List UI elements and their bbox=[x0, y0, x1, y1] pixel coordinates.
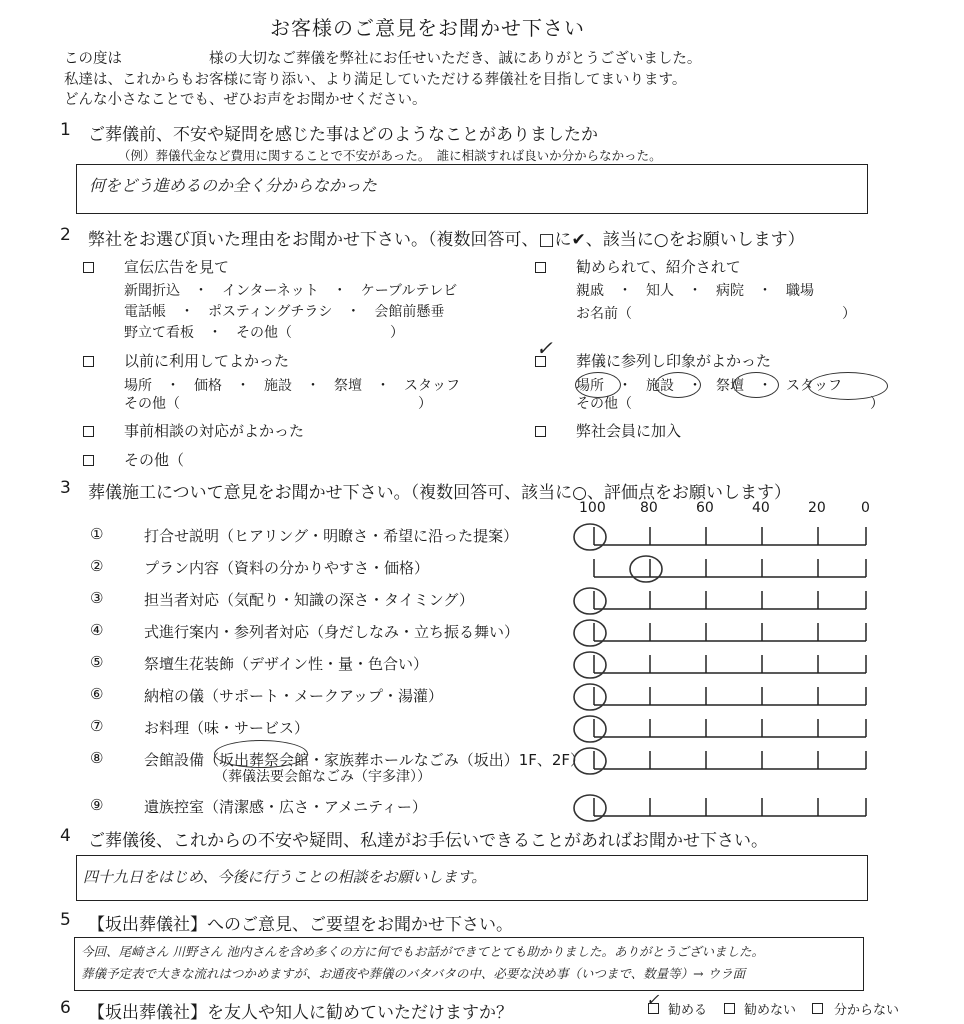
q2-referral-sub-1: 親戚 ・ 知人 ・ 病院 ・ 職場 bbox=[576, 283, 814, 299]
q6-option-not-recommend: 勧めない bbox=[744, 1003, 797, 1018]
q5-answer-box[interactable] bbox=[74, 937, 864, 991]
q5-answer-line-2: 葬儀予定表で大きな流れはつかめますが、お通夜や葬儀のバタバタの中、必要な決め事（いつまで、数量等）→ ウラ面 bbox=[81, 966, 746, 981]
q3-item-label: 遺族控室（清潔感・広さ・アメニティー） bbox=[144, 798, 427, 816]
q4-number: 4 bbox=[60, 826, 71, 846]
q5-answer-line-1: 今回、尾崎さん 川野さん 池内さんを含め多くの方に何でもお話ができてとても助かりました。ありがとうございました。 bbox=[81, 944, 764, 959]
q3-circle-sakaide-hall bbox=[214, 740, 308, 768]
q2-attended-sub-1: 場所 ・ 施設 ・ 祭壇 ・ スタッフ bbox=[576, 378, 842, 394]
q3-number: 3 bbox=[60, 478, 71, 498]
q3-item8-sub: （葬儀法要会館なごみ（宇多津）） bbox=[214, 769, 431, 785]
q2-number: 2 bbox=[60, 225, 71, 245]
q6-question: 【坂出葬儀社】を友人や知人に勧めていただけますか？ bbox=[88, 1003, 513, 1023]
q3-scale-label: 100 bbox=[579, 500, 606, 516]
q3-scale-label: 40 bbox=[752, 500, 770, 516]
q2-check-mark: ✓ bbox=[536, 336, 553, 360]
q3-score-circle bbox=[574, 795, 606, 821]
q3-item-number: ② bbox=[90, 557, 104, 575]
q1-answer: 何をどう進めるのか全く分からなかった bbox=[89, 176, 378, 195]
page-title: お客様のご意見をお聞かせ下さい bbox=[270, 16, 585, 40]
q2-prior-use-sub-2: その他（ ） bbox=[124, 396, 432, 412]
q2-option-consult: 事前相談の対応がよかった bbox=[124, 422, 305, 440]
q1-question: ご葬儀前、不安や疑問を感じた事はどのようなことがありましたか bbox=[88, 125, 598, 145]
q1-number: 1 bbox=[60, 120, 71, 140]
q2-ad-sub-2: 電話帳 ・ ポスティングチラシ ・ 会館前懸垂 bbox=[124, 304, 445, 320]
q6-check-mark: ✓ bbox=[646, 990, 660, 1009]
q3-item-label: 納棺の儀（サポート・メークアップ・湯灌） bbox=[144, 687, 443, 705]
q6-number: 6 bbox=[60, 998, 71, 1018]
q3-item-label: 祭壇生花装飾（デザイン性・量・色合い） bbox=[144, 655, 428, 673]
q3-item-label: 担当者対応（気配り・知識の深さ・タイミング） bbox=[144, 591, 474, 609]
q5-number: 5 bbox=[60, 910, 71, 930]
intro-line-2: 私達は、これからもお客様に寄り添い、より満足していただける葬儀社を目指してまいります。 bbox=[64, 72, 687, 88]
q3-item-number: ① bbox=[90, 525, 104, 543]
q2-attended-sub-2: その他（ ） bbox=[576, 396, 884, 412]
q2-question: 弊社をお選び頂いた理由をお聞かせ下さい。（複数回答可、□に✔、該当に○をお願いします） bbox=[88, 230, 805, 250]
q3-item-label: プラン内容（資料の分かりやすさ・価格） bbox=[144, 559, 430, 577]
q6-checkbox-unsure[interactable] bbox=[812, 1003, 823, 1014]
q3-item-label: 式進行案内・参列者対応（身だしなみ・立ち振る舞い） bbox=[144, 623, 520, 641]
q3-item-number: ④ bbox=[90, 621, 104, 639]
q6-option-unsure: 分からない bbox=[834, 1003, 900, 1018]
q3-scale-label: 20 bbox=[808, 500, 826, 516]
q3-item-label: お料理（味・サービス） bbox=[144, 719, 310, 737]
q4-answer-box[interactable] bbox=[76, 855, 868, 901]
q6-option-recommend: 勧める bbox=[668, 1003, 708, 1018]
q3-item-number: ③ bbox=[90, 589, 104, 607]
q4-question: ご葬儀後、これからの不安や疑問、私達がお手伝いできることがあればお聞かせ下さい。 bbox=[88, 831, 768, 851]
q2-option-ad: 宣伝広告を見て bbox=[124, 258, 230, 276]
q3-scale-label: 80 bbox=[640, 500, 658, 516]
q3-scale-label: 60 bbox=[696, 500, 714, 516]
q3-item-number: ⑤ bbox=[90, 653, 104, 671]
q2-option-other: その他（ bbox=[124, 451, 185, 469]
q3-item-number: ⑥ bbox=[90, 685, 104, 703]
q1-example: （例）葬儀代金など費用に関することで不安があった。 誰に相談すれば良いか分からなかった。 bbox=[118, 148, 662, 163]
q2-option-member: 弊社会員に加入 bbox=[576, 422, 682, 440]
q2-referral-sub-2: お名前（ ） bbox=[576, 306, 856, 322]
q3-item-label: 打合せ説明（ヒアリング・明瞭さ・希望に沿った提案） bbox=[144, 527, 519, 545]
q2-option-prior-use: 以前に利用してよかった bbox=[124, 352, 290, 370]
q3-item-label: 会館設備（坂出葬祭会館・家族葬ホールなごみ（坂出）1F、2F） bbox=[144, 751, 586, 769]
q6-checkbox-not-recommend[interactable] bbox=[724, 1003, 735, 1014]
q4-answer: 四十九日をはじめ、今後に行うことの相談をお願いします。 bbox=[83, 868, 487, 886]
q2-prior-use-sub-1: 場所 ・ 価格 ・ 施設 ・ 祭壇 ・ スタッフ bbox=[124, 378, 460, 394]
intro-line-1: この度は 様の大切なご葬儀を弊社にお任せいただき、誠にありがとうございました。 bbox=[64, 51, 702, 67]
q3-item-number: ⑨ bbox=[90, 796, 104, 814]
q2-option-referral: 勧められて、紹介されて bbox=[576, 258, 741, 276]
q3-item-number: ⑦ bbox=[90, 717, 104, 735]
q2-option-attended: 葬儀に参列し印象がよかった bbox=[576, 352, 772, 370]
q3-item-number: ⑧ bbox=[90, 749, 104, 767]
q3-question: 葬儀施工について意見をお聞かせ下さい。（複数回答可、該当に○、評価点をお願いします） bbox=[88, 483, 791, 503]
q2-ad-sub-1: 新聞折込 ・ インターネット ・ ケーブルテレビ bbox=[124, 283, 458, 299]
q5-question: 【坂出葬儀社】へのご意見、ご要望をお聞かせ下さい。 bbox=[88, 915, 513, 935]
q3-scale-label: 0 bbox=[861, 500, 870, 516]
intro-line-3: どんな小さなことでも、ぜひお声をお聞かせください。 bbox=[64, 92, 427, 108]
q2-ad-sub-3: 野立て看板 ・ その他（ ） bbox=[124, 325, 404, 341]
